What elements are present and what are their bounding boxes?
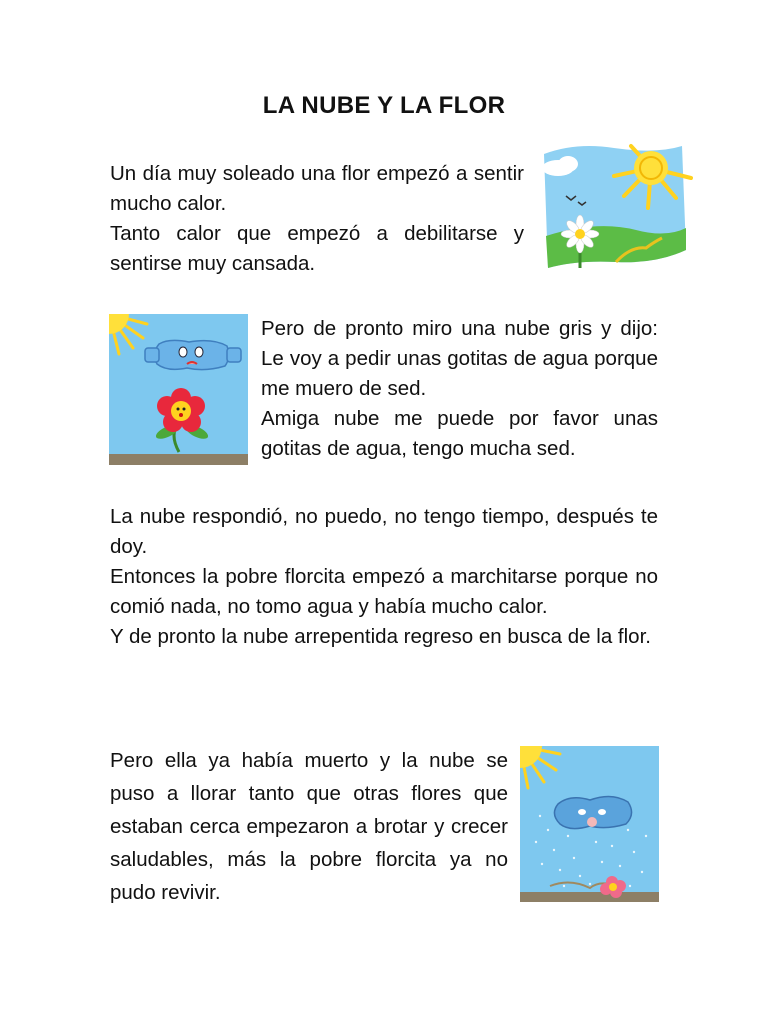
paragraph-3-line-1: La nube respondió, no puedo, no tengo tiempo, después te doy.: [110, 505, 658, 558]
paragraph-2: [261, 314, 658, 464]
cloud-and-thirsty-flower-illustration: [109, 314, 248, 465]
paragraph-2-line-2: Amiga nube me puede por favor unas gotitas de agua, tengo mucha sed.: [261, 407, 658, 460]
paragraph-4-line-1: Pero ella ya había muerto y la nube se puso a llorar tanto que otras flores que estaban cerca empezaron a brotar y crecer saludables, más la pobre florcita ya no pudo revivir.: [110, 749, 508, 904]
paragraph-4: [110, 744, 508, 909]
paragraph-1-line-2: Tanto calor que empezó a debilitarse y sentirse muy cansada.: [110, 222, 524, 275]
paragraph-1-line-1: Un día muy soleado una flor empezó a sentir mucho calor.: [110, 162, 524, 215]
crying-cloud-and-wilted-flower-illustration: [520, 746, 659, 902]
paragraph-3-line-3: Y de pronto la nube arrepentida regreso en busca de la flor.: [110, 625, 651, 648]
paragraph-3: [110, 502, 658, 652]
paragraph-2-line-1: Pero de pronto miro una nube gris y dijo: Le voy a pedir unas gotitas de agua porque me muero de sed.: [261, 317, 658, 400]
paragraph-1: [110, 159, 524, 279]
story-title: LA NUBE Y LA FLOR: [262, 92, 506, 119]
sunny-meadow-daisy-illustration: [536, 138, 698, 273]
paragraph-3-line-2: Entonces la pobre florcita empezó a marchitarse porque no comió nada, no tomo agua y había mucho calor.: [110, 565, 658, 618]
